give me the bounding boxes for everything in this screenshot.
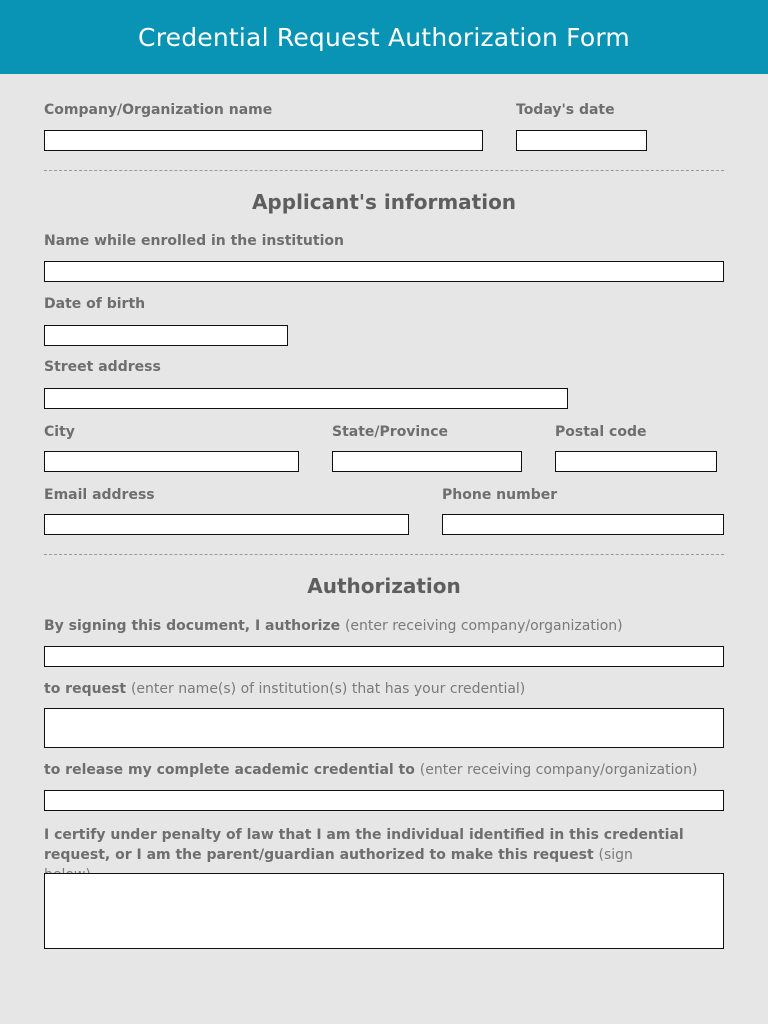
date-of-birth-field[interactable] — [44, 325, 288, 346]
email-address-label: Email address — [44, 487, 155, 503]
todays-date-field[interactable] — [516, 130, 647, 151]
request-hint: (enter name(s) of institution(s) that has your credential) — [130, 681, 526, 697]
street-address-field[interactable] — [44, 388, 568, 409]
postal-code-label: Postal code — [555, 424, 647, 440]
release-to-company-field[interactable] — [44, 790, 724, 811]
applicant-section-title: Applicant's information — [251, 190, 517, 214]
todays-date-label: Today's date — [516, 102, 615, 118]
request-label-text: to request — [44, 681, 127, 697]
authorization-section-title: Authorization — [307, 574, 461, 598]
city-label: City — [44, 424, 75, 440]
certification-text: I certify under penalty of law that I am the individual identified in this credential request, or I am the parent/guardian authorized to make this request — [44, 827, 684, 863]
authorized-company-field[interactable] — [44, 646, 724, 667]
release-label-text: to release my complete academic credential to — [44, 762, 415, 778]
phone-number-label: Phone number — [442, 487, 558, 503]
city-field[interactable] — [44, 451, 299, 472]
enrolled-name-field[interactable] — [44, 261, 724, 282]
form-header — [0, 0, 768, 74]
phone-number-field[interactable] — [442, 514, 724, 535]
section-divider — [44, 554, 724, 555]
authorize-label — [44, 618, 623, 634]
certification-hint: (sign — [598, 847, 633, 863]
street-address-label: Street address — [44, 359, 161, 375]
page-title: Credential Request Authorization Form — [138, 22, 630, 52]
enrolled-name-label: Name while enrolled in the institution — [44, 233, 344, 249]
authorize-hint: (enter receiving company/organization) — [344, 618, 623, 634]
date-of-birth-label: Date of birth — [44, 296, 146, 312]
release-label — [44, 762, 697, 778]
section-divider — [44, 170, 724, 171]
institution-names-field[interactable] — [44, 708, 724, 748]
authorize-label-text: By signing this document, I authorize — [44, 618, 341, 634]
company-name-label: Company/Organization name — [44, 102, 273, 118]
release-hint: (enter receiving company/organization) — [419, 762, 698, 778]
postal-code-field[interactable] — [555, 451, 717, 472]
signature-field[interactable] — [44, 873, 724, 949]
request-label — [44, 681, 525, 697]
state-province-field[interactable] — [332, 451, 522, 472]
state-province-label: State/Province — [332, 424, 448, 440]
company-name-field[interactable] — [44, 130, 483, 151]
email-address-field[interactable] — [44, 514, 409, 535]
